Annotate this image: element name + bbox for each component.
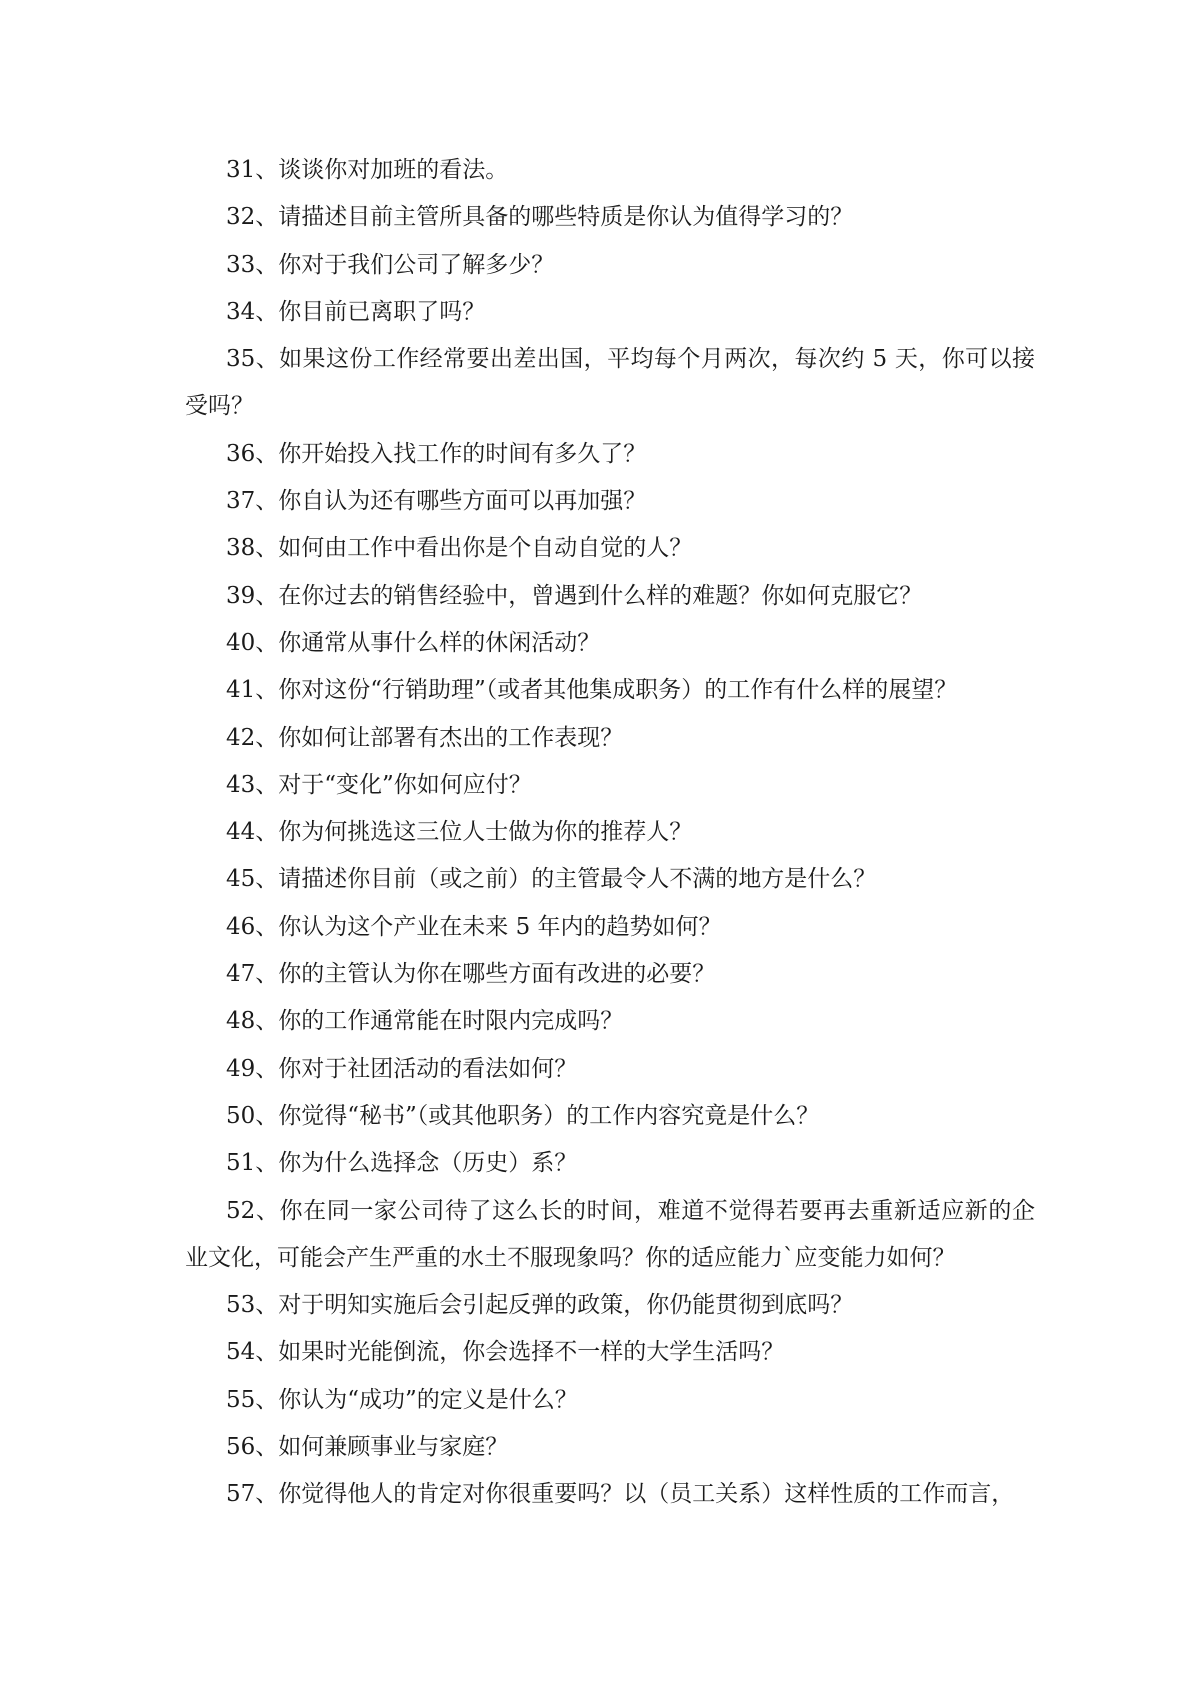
question-37: 37、你自认为还有哪些方面可以再加强？ <box>226 488 647 515</box>
question-32: 32、请描述目前主管所具备的哪些特质是你认为值得学习的？ <box>226 204 854 231</box>
question-51: 51、你为什么选择念（历史）系？ <box>226 1150 578 1177</box>
question-34: 34、你目前已离职了吗？ <box>226 298 486 325</box>
question-36: 36、你开始投入找工作的时间有多久了？ <box>226 440 647 467</box>
question-49: 49、你对于社团活动的看法如何？ <box>226 1055 578 1082</box>
question-38: 38、如何由工作中看出你是个自动自觉的人？ <box>226 535 693 562</box>
question-42: 42、你如何让部署有杰出的工作表现？ <box>226 724 624 751</box>
question-43: 43、对于“变化”你如何应付？ <box>226 771 532 798</box>
question-39: 39、在你过去的销售经验中，曾遇到什么样的难题？你如何克服它？ <box>226 582 923 609</box>
question-list <box>185 147 1035 1519</box>
question-48: 48、你的工作通常能在时限内完成吗？ <box>226 1008 624 1035</box>
question-55: 55、你认为“成功”的定义是什么？ <box>226 1386 578 1413</box>
question-33: 33、你对于我们公司了解多少？ <box>226 251 555 278</box>
question-41: 41、你对这份“行销助理”（或者其他集成职务）的工作有什么样的展望？ <box>226 677 958 704</box>
question-56: 56、如何兼顾事业与家庭？ <box>226 1434 509 1461</box>
question-35: 35、如果这份工作经常要出差出国，平均每个月两次，每次约 5 天，你可以接受吗？ <box>185 346 1035 420</box>
question-31: 31、谈谈你对加班的看法。 <box>226 157 509 183</box>
question-44: 44、你为何挑选这三位人士做为你的推荐人？ <box>226 819 693 846</box>
question-45: 45、请描述你目前（或之前）的主管最令人不满的地方是什么？ <box>226 866 877 893</box>
question-53: 53、对于明知实施后会引起反弹的政策，你仍能贯彻到底吗？ <box>226 1292 854 1319</box>
question-50: 50、你觉得“秘书”（或其他职务）的工作内容究竟是什么？ <box>226 1102 820 1129</box>
question-46: 46、你认为这个产业在未来 5 年内的趋势如何？ <box>226 913 722 940</box>
question-52: 52、你在同一家公司待了这么长的时间，难道不觉得若要再去重新适应新的企业文化，可能会产生严重的水土不服现象吗？你的适应能力`应变能力如何？ <box>185 1197 1035 1271</box>
question-54: 54、如果时光能倒流，你会选择不一样的大学生活吗？ <box>226 1339 785 1366</box>
question-57: 57、你觉得他人的肯定对你很重要吗？以（员工关系）这样性质的工作而言， <box>226 1481 1015 1508</box>
question-47: 47、你的主管认为你在哪些方面有改进的必要？ <box>226 961 716 988</box>
question-40: 40、你通常从事什么样的休闲活动？ <box>226 629 601 656</box>
